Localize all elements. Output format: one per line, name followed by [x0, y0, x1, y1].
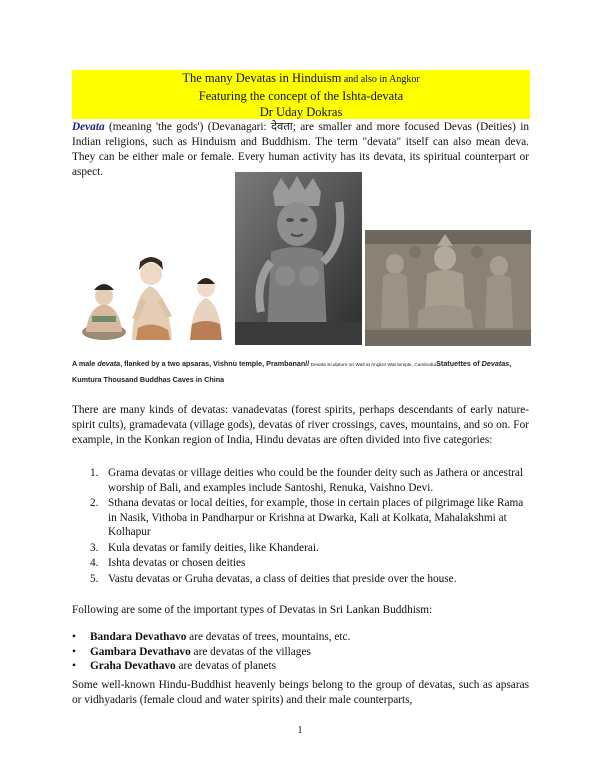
list-item: • Bandara Devathavo are devatas of trees, mountains, etc.: [72, 631, 351, 643]
title-banner: [72, 70, 530, 119]
list-item: 2. Sthana devatas or local deities, for example, those in certain places of pilgrimage like Rama in Nasik, Vithoba in Pandharpur or Krishna at Dwarka, Kali at Kolkata, Mahalakshmi at Kolhapur: [90, 497, 524, 538]
intro-term: Devata: [72, 121, 105, 133]
list-item: • Gambara Devathavo are devatas of the villages: [72, 645, 311, 658]
buddhism-devatas-list: [72, 630, 532, 674]
list-item: 4. Ishta devatas or chosen deities: [90, 557, 246, 569]
closing-paragraph: Some well-known Hindu-Buddhist heavenly beings belong to the group of devatas, such as apsaras or vidhyadaris (female cloud and water spirits) and their male counterparts,: [72, 679, 529, 706]
following-paragraph: Following are some of the important types of Devatas in Sri Lankan Buddhism:: [72, 604, 433, 616]
title-line-2: Featuring the concept of the Ishta-devata: [198, 89, 404, 103]
list-item: 1. Grama devatas or village deities who could be the founder deity such as Jathera or ancestral worship of Bali, and examples include Santoshi, Renuka, Vaishno Devi.: [90, 467, 524, 494]
list-item: • Graha Devathavo are devatas of planets: [72, 660, 277, 672]
author-line: Dr Uday Dokras: [259, 105, 343, 119]
prambanan-relief-photo: [365, 230, 531, 346]
bullet-icon: •: [72, 645, 76, 658]
intro-text: (meaning 'the gods') (Devanagari: देवता; are smaller and more focused Devas (Deities) in Indian religions, such as Hinduism and Buddhism. The term "devata" itself can also mean deva. They can be either male or female. Every human activity has its devata, its spiritual counterpart or aspect.: [72, 121, 529, 178]
image-caption: A male devata, flanked by a two apsaras, Vishnu temple, Prambanan// Devata Sculpture on Wall at Angkor Wat temple, CambodiaStatuettes of Devatas, Kumtura Thousand Buddhas Caves in China: [72, 359, 512, 384]
title-suffix: and also in Angkor: [341, 74, 420, 85]
statuettes-photo: [72, 232, 232, 344]
categories-list: [72, 466, 532, 587]
title-main: The many Devatas in Hinduism: [182, 71, 342, 85]
bullet-icon: •: [72, 660, 76, 672]
kinds-paragraph: There are many kinds of devatas: vanadevatas (forest spirits, perhaps descendants of early nature-spirit cults), gramadevata (village gods), devatas of river crossings, caves, mountains, and so on. For example, in the Konkan region of India, Hindu devatas are often divided into five categories:: [72, 404, 529, 446]
angkor-devata-relief-photo: [235, 172, 362, 345]
title-line-1: [72, 70, 530, 88]
list-item: 3. Kula devatas or family deities, like Khanderai.: [90, 541, 319, 554]
bullet-icon: •: [72, 631, 76, 643]
page-number: 1: [297, 725, 303, 736]
list-item: 5. Vastu devatas or Gruha devatas, a class of deities that preside over the house.: [90, 572, 457, 585]
intro-paragraph: [72, 120, 529, 180]
